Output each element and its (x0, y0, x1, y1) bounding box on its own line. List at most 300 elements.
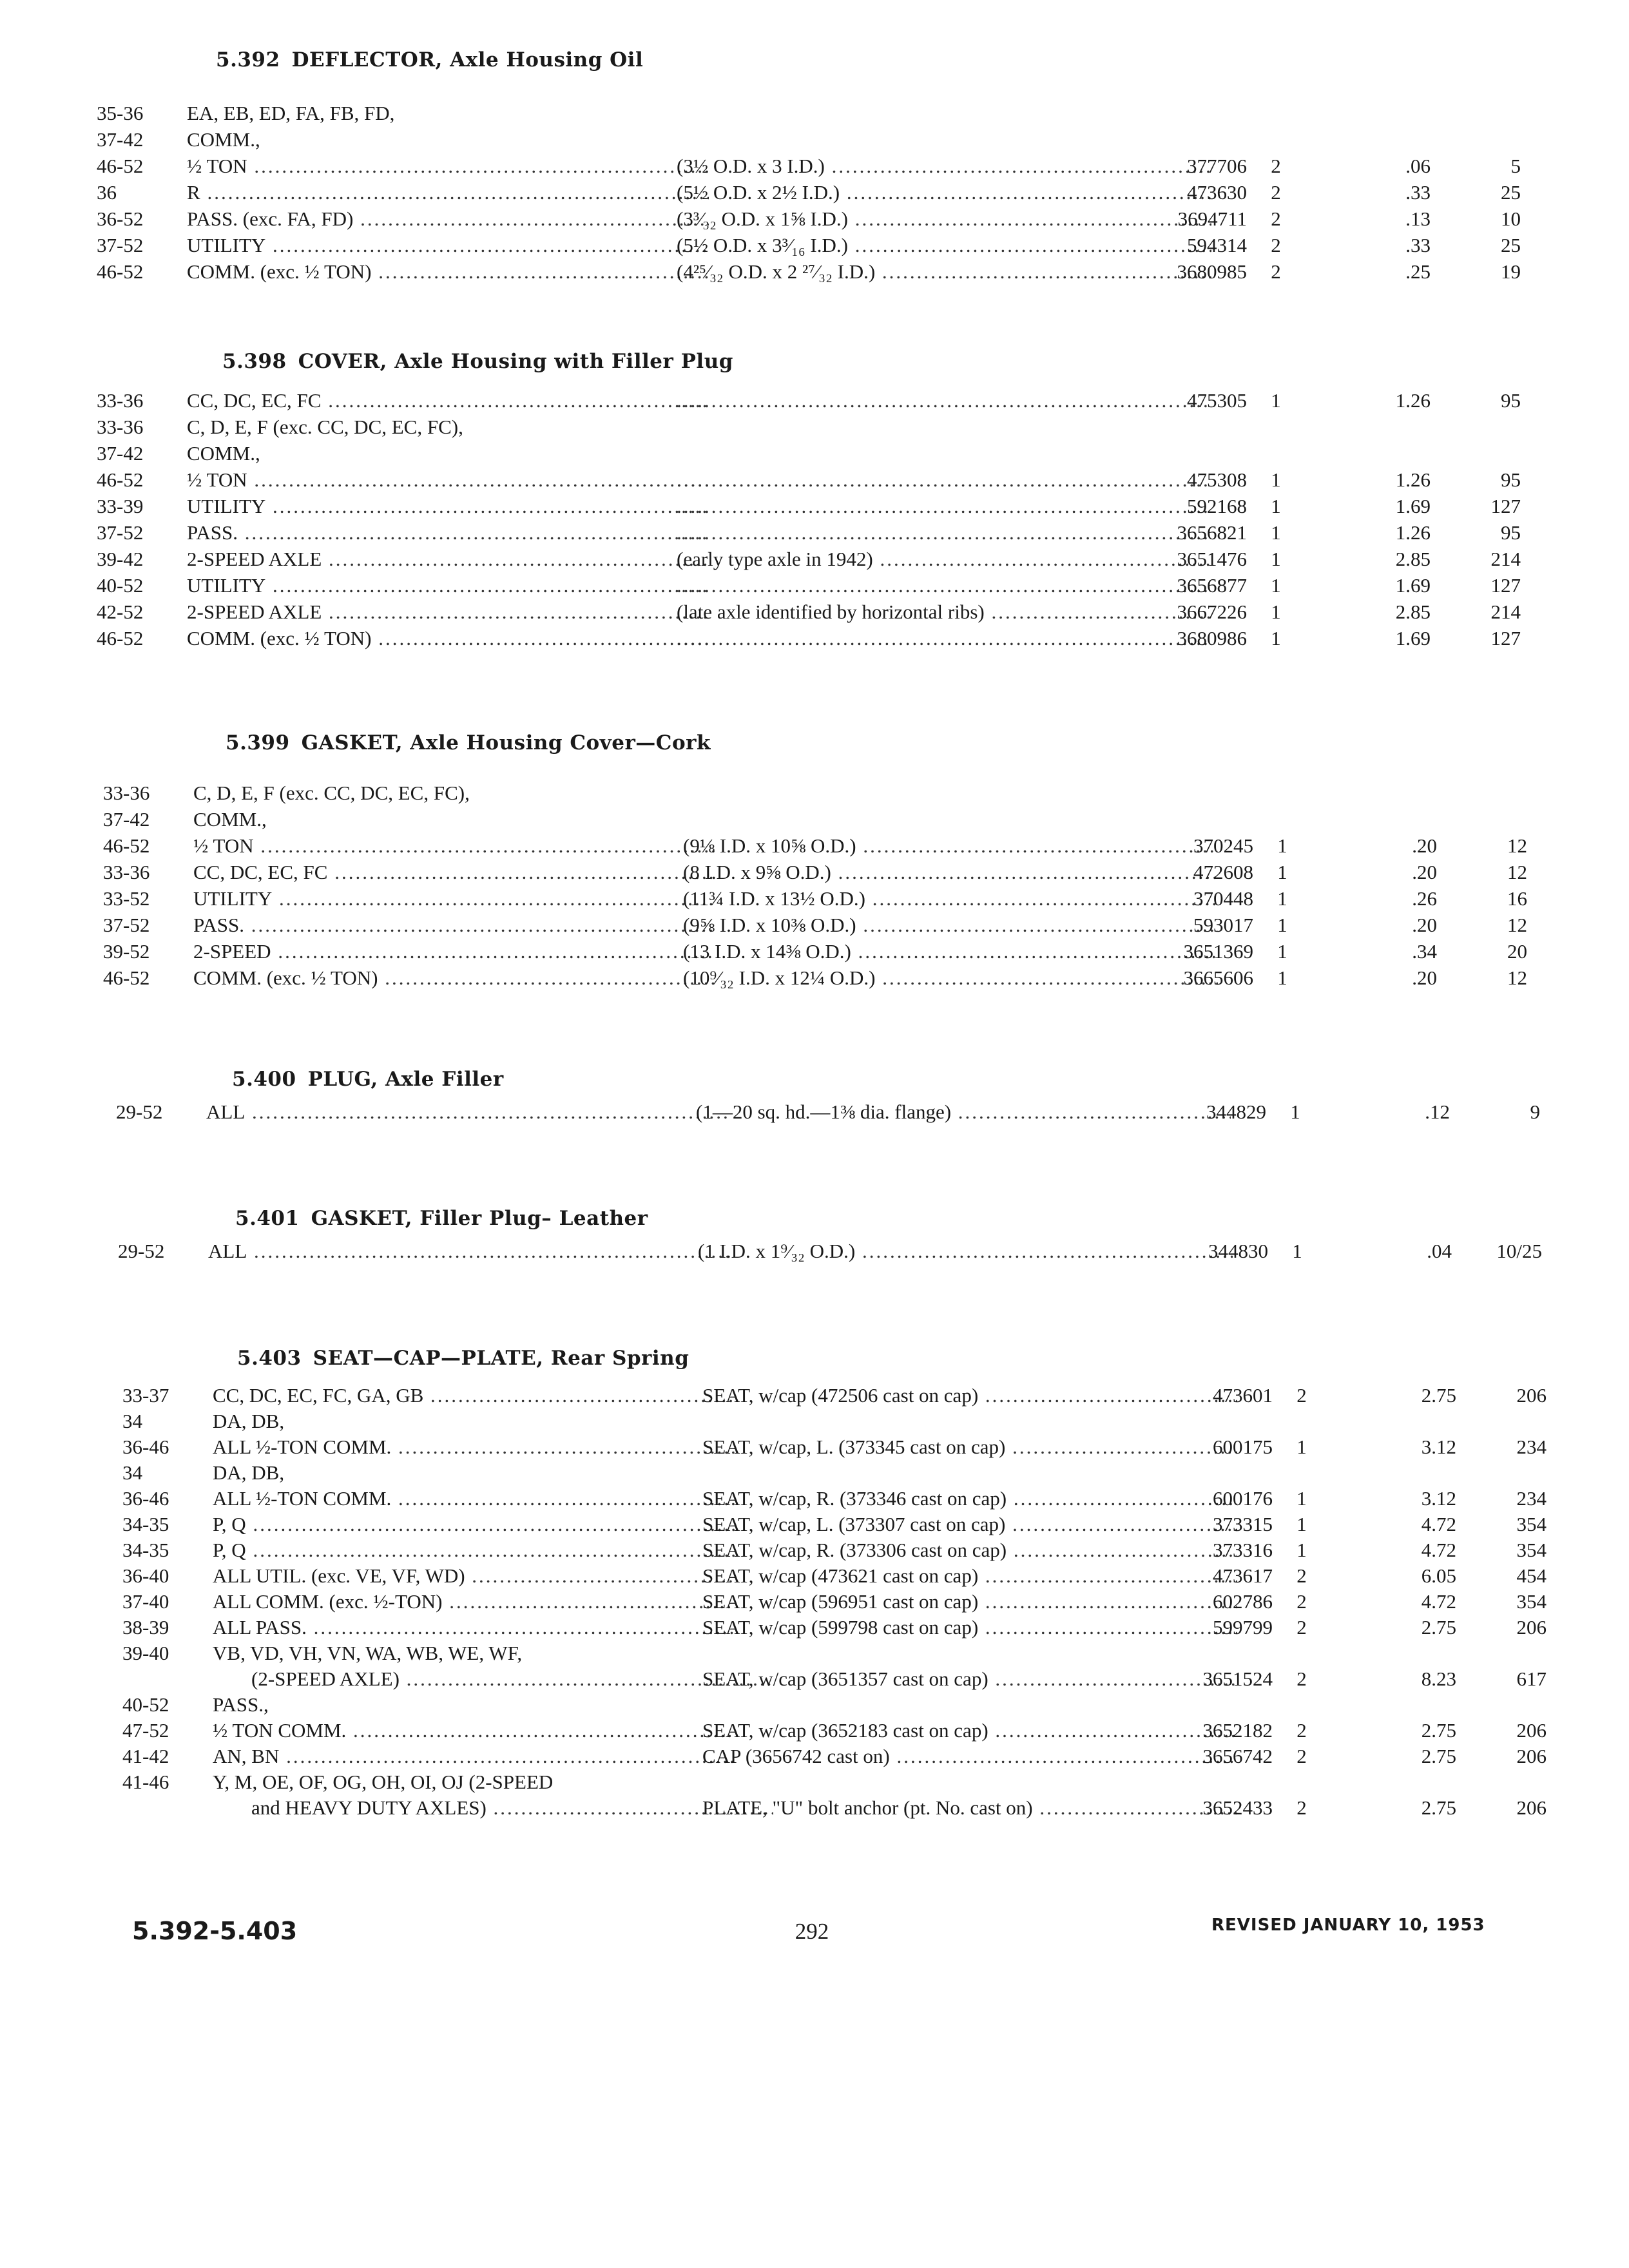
cell-model: ALL PASS. ..... (213, 1614, 735, 1641)
section-number: 5.400 (232, 1068, 296, 1091)
cell-price1: 3.12 (1421, 1436, 1456, 1458)
cell-years: 33-36 (97, 416, 144, 438)
cell-qty: 1 (1271, 468, 1281, 491)
cell-model: ALL ..... (208, 1238, 730, 1265)
section-title: COVER, Axle Housing with Filler Plug (298, 350, 733, 373)
cell-desc: (1—20 sq. hd.—1⅜ dia. flange) ..... (696, 1099, 1231, 1126)
cell-part: 473601 (1213, 1384, 1273, 1407)
table-row (122, 1794, 1547, 1821)
cell-part: 475308 (1187, 468, 1247, 491)
cell-part: 600175 (1213, 1436, 1273, 1458)
section-title: DEFLECTOR, Axle Housing Oil (291, 48, 644, 72)
cell-price2: 206 (1516, 1745, 1547, 1767)
cell-price2: 5 (1510, 155, 1521, 177)
table-row (122, 1614, 1547, 1641)
cell-part: 3665606 (1183, 966, 1253, 989)
cell-price2: 354 (1516, 1513, 1547, 1535)
cell-desc: SEAT, w/cap, R. (373306 cast on cap) ..... (702, 1537, 1237, 1564)
table-row (97, 232, 1521, 259)
cell-years: 39-52 (103, 940, 150, 963)
cell-price1: .20 (1412, 966, 1437, 989)
cell-model: UTILITY ..... (187, 232, 709, 259)
cell-qty: 1 (1296, 1436, 1307, 1458)
cell-years: 34 (122, 1410, 142, 1432)
table-row (122, 1408, 1521, 1435)
cell-model: (2-SPEED AXLE) ..... (213, 1666, 773, 1693)
cell-model: R ..... (187, 179, 709, 206)
cell-qty: 2 (1296, 1616, 1307, 1639)
cell-price1: 2.75 (1421, 1796, 1456, 1819)
cell-part: 3694711 (1177, 207, 1247, 230)
cell-years: 36 (97, 181, 117, 204)
table-row (122, 1459, 1521, 1486)
cell-part: 3680986 (1177, 627, 1247, 649)
cell-qty: 2 (1271, 260, 1281, 283)
cell-part: 592168 (1187, 495, 1247, 517)
cell-part: 3652433 (1202, 1796, 1273, 1819)
cell-qty: 1 (1277, 861, 1287, 883)
section-title: GASKET, Filler Plug– Leather (311, 1207, 648, 1230)
cell-years: 35-36 (97, 102, 144, 124)
cell-price2: 95 (1501, 468, 1521, 491)
cell-model: CC, DC, EC, FC ..... (187, 387, 709, 414)
cell-price1: .13 (1405, 207, 1431, 230)
cell-years: 29-52 (116, 1100, 163, 1123)
cell-qty: 2 (1296, 1796, 1307, 1819)
footer-revised-date: REVISED JANUARY 10, 1953 (1211, 1916, 1485, 1935)
footer-page-number: 292 (795, 1919, 829, 1944)
cell-qty: 2 (1271, 155, 1281, 177)
table-row (122, 1743, 1547, 1770)
cell-years: 33-37 (122, 1384, 169, 1407)
cell-price1: .33 (1405, 234, 1431, 256)
cell-part: 344829 (1206, 1100, 1266, 1123)
cell-price1: .26 (1412, 887, 1437, 910)
cell-price2: 20 (1507, 940, 1527, 963)
cell-price2: 206 (1516, 1616, 1547, 1639)
cell-price1: .20 (1412, 914, 1437, 936)
cell-model: COMM. (exc. ½ TON) ..... (193, 965, 715, 992)
cell-years: 36-52 (97, 207, 144, 230)
cell-model: COMM., (187, 128, 260, 151)
cell-desc: (13 I.D. x 14⅜ O.D.) ..... (683, 938, 1218, 965)
cell-years: 33-52 (103, 887, 150, 910)
cell-years: 40-52 (122, 1693, 169, 1716)
cell-price2: 16 (1507, 887, 1527, 910)
cell-price1: .20 (1412, 834, 1437, 857)
cell-part: 473630 (1187, 181, 1247, 204)
cell-desc: (1 I.D. x 1⁹⁄₃₂ O.D.) ..... (698, 1238, 1233, 1265)
cell-price1: 2.85 (1395, 548, 1431, 570)
cell-desc: PLATE, "U" bolt anchor (pt. No. cast on) ..... (702, 1794, 1237, 1821)
cell-price2: 206 (1516, 1719, 1547, 1742)
table-row (122, 1588, 1547, 1615)
table-row (122, 1666, 1547, 1693)
cell-years: 34-35 (122, 1513, 169, 1535)
cell-years: 34-35 (122, 1539, 169, 1561)
table-row (97, 572, 1521, 599)
table-row (122, 1537, 1547, 1564)
table-row (97, 153, 1521, 180)
cell-years: 37-42 (97, 442, 144, 465)
cell-price1: .06 (1405, 155, 1431, 177)
cell-part: 600176 (1213, 1487, 1273, 1510)
cell-desc: (4²⁵⁄₃₂ O.D. x 2 ²⁷⁄₃₂ I.D.) ..... (677, 258, 1211, 285)
cell-price1: .12 (1425, 1100, 1450, 1123)
cell-price2: 12 (1507, 914, 1527, 936)
cell-qty: 1 (1290, 1100, 1300, 1123)
cell-qty: 2 (1271, 181, 1281, 204)
cell-years: 36-46 (122, 1436, 169, 1458)
cell-price2: 127 (1490, 495, 1521, 517)
cell-years: 37-40 (122, 1590, 169, 1613)
table-row (122, 1691, 1521, 1718)
cell-desc: (3½ O.D. x 3 I.D.) ..... (677, 153, 1211, 180)
cell-model: PASS. ..... (187, 519, 709, 546)
cell-desc: (3³⁄₃₂ O.D. x 1⅝ I.D.) ..... (677, 206, 1211, 233)
cell-price1: 2.75 (1421, 1719, 1456, 1742)
cell-price2: 25 (1501, 234, 1521, 256)
cell-desc: (8 I.D. x 9⅝ O.D.) ..... (683, 859, 1218, 886)
cell-qty: 1 (1271, 495, 1281, 517)
cell-model: C, D, E, F (exc. CC, DC, EC, FC), (193, 782, 470, 804)
cell-price1: .33 (1405, 181, 1431, 204)
cell-price1: 1.69 (1395, 574, 1431, 597)
table-row (122, 1717, 1547, 1744)
cell-qty: 2 (1296, 1590, 1307, 1613)
cell-part: 3667226 (1177, 601, 1247, 623)
cell-model: COMM., (187, 442, 260, 465)
cell-qty: 2 (1296, 1745, 1307, 1767)
table-row (97, 625, 1521, 652)
table-row (103, 806, 1501, 833)
table-row (97, 100, 1495, 127)
cell-desc: SEAT, w/cap, R. (373346 cast on cap) ..... (702, 1485, 1237, 1512)
table-row (118, 1238, 1542, 1265)
cell-years: 37-42 (103, 808, 150, 831)
cell-desc: SEAT, w/cap (599798 cast on cap) ..... (702, 1614, 1237, 1641)
cell-years: 46-52 (97, 468, 144, 491)
cell-part: 594314 (1187, 234, 1247, 256)
table-row (103, 885, 1527, 912)
cell-price2: 10/25 (1496, 1240, 1542, 1262)
cell-model: PASS. ..... (193, 912, 715, 939)
cell-model: ALL UTIL. (exc. VE, VF, WD) ..... (213, 1562, 735, 1590)
cell-years: 37-52 (97, 521, 144, 544)
table-row (97, 258, 1521, 285)
section-heading (232, 1068, 504, 1091)
section-heading (226, 731, 711, 754)
cell-price1: 3.12 (1421, 1487, 1456, 1510)
cell-model: CC, DC, EC, FC ..... (193, 859, 715, 886)
cell-price2: 617 (1516, 1667, 1547, 1690)
cell-model: C, D, E, F (exc. CC, DC, EC, FC), (187, 416, 463, 438)
table-row (97, 546, 1521, 573)
cell-price2: 95 (1501, 521, 1521, 544)
cell-part: 3651476 (1177, 548, 1247, 570)
cell-model: PASS., (213, 1693, 269, 1716)
cell-desc: SEAT, w/cap (473621 cast on cap) ..... (702, 1562, 1237, 1590)
table-row (103, 832, 1527, 860)
cell-years: 33-39 (97, 495, 144, 517)
table-row (103, 938, 1527, 965)
cell-price1: .25 (1405, 260, 1431, 283)
section-number: 5.398 (222, 350, 287, 373)
cell-years: 42-52 (97, 601, 144, 623)
cell-price2: 10 (1501, 207, 1521, 230)
cell-model: ½ TON COMM. ..... (213, 1717, 735, 1744)
cell-years: 37-42 (97, 128, 144, 151)
cell-years: 33-36 (103, 782, 150, 804)
cell-part: 3656742 (1202, 1745, 1273, 1767)
cell-part: 599799 (1213, 1616, 1273, 1639)
cell-years: 41-42 (122, 1745, 169, 1767)
cell-part: 373315 (1213, 1513, 1273, 1535)
cell-model: P, Q ..... (213, 1537, 735, 1564)
cell-price2: 206 (1516, 1796, 1547, 1819)
cell-price1: 1.26 (1395, 389, 1431, 412)
cell-part: 344830 (1208, 1240, 1268, 1262)
cell-qty: 1 (1277, 834, 1287, 857)
table-row (122, 1769, 1521, 1796)
cell-qty: 1 (1277, 966, 1287, 989)
cell-price2: 354 (1516, 1539, 1547, 1561)
cell-model: ½ TON ..... (193, 832, 715, 860)
cell-price2: 12 (1507, 861, 1527, 883)
cell-price1: 1.26 (1395, 521, 1431, 544)
cell-desc: (10⁹⁄₃₂ I.D. x 12¼ O.D.) ..... (683, 965, 1218, 992)
table-row (122, 1640, 1521, 1667)
cell-model: COMM. (exc. ½ TON) ..... (187, 258, 709, 285)
cell-qty: 1 (1296, 1513, 1307, 1535)
section-number: 5.403 (237, 1347, 302, 1370)
section-number: 5.399 (226, 731, 290, 754)
cell-price1: 2.75 (1421, 1745, 1456, 1767)
table-row (122, 1434, 1547, 1461)
cell-part: 473617 (1213, 1564, 1273, 1587)
cell-part: 472608 (1193, 861, 1253, 883)
section-heading (222, 350, 733, 373)
cell-model: UTILITY ..... (193, 885, 715, 912)
cell-desc: (early type axle in 1942) ..... (677, 546, 1211, 573)
cell-years: 37-52 (97, 234, 144, 256)
cell-years: 34 (122, 1461, 142, 1484)
cell-model: 2-SPEED AXLE ..... (187, 599, 709, 626)
cell-price1: 4.72 (1421, 1513, 1456, 1535)
cell-part: 373316 (1213, 1539, 1273, 1561)
section-heading (216, 48, 643, 72)
cell-years: 33-36 (97, 389, 144, 412)
cell-qty: 1 (1296, 1539, 1307, 1561)
table-row (97, 126, 1495, 153)
cell-desc: (9⅝ I.D. x 10⅜ O.D.) ..... (683, 912, 1218, 939)
cell-model: ALL COMM. (exc. ½-TON) ..... (213, 1588, 735, 1615)
cell-years: 38-39 (122, 1616, 169, 1639)
cell-price2: 234 (1516, 1487, 1547, 1510)
table-row (97, 519, 1521, 546)
cell-price2: 214 (1490, 548, 1521, 570)
cell-price2: 19 (1501, 260, 1521, 283)
cell-price1: .04 (1427, 1240, 1452, 1262)
cell-qty: 2 (1296, 1564, 1307, 1587)
table-row (97, 179, 1521, 206)
cell-model: EA, EB, ED, FA, FB, FD, (187, 102, 395, 124)
cell-price1: 8.23 (1421, 1667, 1456, 1690)
cell-price1: .34 (1412, 940, 1437, 963)
cell-model: 2-SPEED ..... (193, 938, 715, 965)
section-number: 5.392 (216, 48, 280, 72)
table-row (103, 912, 1527, 939)
cell-desc: SEAT, w/cap (3651357 cast on cap) ..... (702, 1666, 1237, 1693)
cell-desc: CAP (3656742 cast on) ..... (702, 1743, 1237, 1770)
section-number: 5.401 (235, 1207, 300, 1230)
cell-desc: (5½ O.D. x 2½ I.D.) ..... (677, 179, 1211, 206)
cell-years: 46-52 (97, 627, 144, 649)
cell-model: CC, DC, EC, FC, GA, GB ..... (213, 1382, 735, 1409)
cell-part: 3651369 (1183, 940, 1253, 963)
cell-qty: 2 (1296, 1719, 1307, 1742)
cell-desc: (late axle identified by horizontal ribs) ..... (677, 599, 1211, 626)
cell-price2: 234 (1516, 1436, 1547, 1458)
cell-part: 3680985 (1177, 260, 1247, 283)
cell-qty: 1 (1271, 389, 1281, 412)
cell-model: DA, DB, (213, 1410, 285, 1432)
cell-part: 3656877 (1177, 574, 1247, 597)
cell-desc: SEAT, w/cap, L. (373307 cast on cap) ..... (702, 1511, 1237, 1538)
cell-price2: 454 (1516, 1564, 1547, 1587)
cell-years: 46-52 (103, 966, 150, 989)
section-heading (237, 1347, 689, 1370)
cell-model: PASS. (exc. FA, FD) ..... (187, 206, 709, 233)
cell-price1: .20 (1412, 861, 1437, 883)
table-row (122, 1562, 1547, 1590)
cell-desc: SEAT, w/cap (596951 cast on cap) ..... (702, 1588, 1237, 1615)
cell-desc: (9⅛ I.D. x 10⅝ O.D.) ..... (683, 832, 1218, 860)
cell-years: 46-52 (97, 260, 144, 283)
cell-desc: SEAT, w/cap, L. (373345 cast on cap) ..... (702, 1434, 1237, 1461)
cell-years: 40-52 (97, 574, 144, 597)
cell-price2: 214 (1490, 601, 1521, 623)
table-row (97, 387, 1521, 414)
cell-part: 3651524 (1202, 1667, 1273, 1690)
cell-price1: 4.72 (1421, 1539, 1456, 1561)
cell-years: 39-42 (97, 548, 144, 570)
cell-price2: 127 (1490, 627, 1521, 649)
cell-price2: 354 (1516, 1590, 1547, 1613)
cell-qty: 1 (1277, 887, 1287, 910)
section-heading (235, 1207, 648, 1230)
cell-model: COMM. (exc. ½ TON) ..... (187, 625, 709, 652)
section-title: PLUG, Axle Filler (307, 1068, 504, 1091)
cell-model: ALL ½-TON COMM. ..... (213, 1485, 735, 1512)
cell-model: P, Q ..... (213, 1511, 735, 1538)
cell-model: and HEAVY DUTY AXLES) ..... (213, 1794, 773, 1821)
cell-desc: SEAT, w/cap (3652183 cast on cap) ..... (702, 1717, 1237, 1744)
cell-model: ½ TON ..... (187, 466, 709, 494)
cell-price2: 206 (1516, 1384, 1547, 1407)
cell-price1: 4.72 (1421, 1590, 1456, 1613)
cell-qty: 1 (1271, 574, 1281, 597)
cell-part: 593017 (1193, 914, 1253, 936)
cell-model: ALL ½-TON COMM. ..... (213, 1434, 735, 1461)
cell-model: VB, VD, VH, VN, WA, WB, WE, WF, (213, 1642, 523, 1664)
cell-price1: 1.69 (1395, 627, 1431, 649)
cell-model: ALL ..... (206, 1099, 728, 1126)
section-title: GASKET, Axle Housing Cover—Cork (301, 731, 711, 754)
cell-years: 36-46 (122, 1487, 169, 1510)
cell-years: 46-52 (103, 834, 150, 857)
cell-qty: 2 (1296, 1667, 1307, 1690)
cell-price1: 1.26 (1395, 468, 1431, 491)
cell-price2: 127 (1490, 574, 1521, 597)
cell-qty: 2 (1271, 207, 1281, 230)
table-row (103, 859, 1527, 886)
table-row (122, 1485, 1547, 1512)
table-row (97, 466, 1521, 494)
cell-qty: 1 (1277, 914, 1287, 936)
cell-years: 41-46 (122, 1771, 169, 1793)
cell-qty: 1 (1277, 940, 1287, 963)
cell-model: 2-SPEED AXLE ..... (187, 546, 709, 573)
cell-part: 475305 (1187, 389, 1247, 412)
cell-part: 370245 (1193, 834, 1253, 857)
table-row (122, 1382, 1547, 1409)
cell-qty: 2 (1271, 234, 1281, 256)
cell-desc: SEAT, w/cap (472506 cast on cap) ..... (702, 1382, 1237, 1409)
cell-price2: 25 (1501, 181, 1521, 204)
table-row (97, 493, 1521, 520)
cell-part: 602786 (1213, 1590, 1273, 1613)
cell-years: 33-36 (103, 861, 150, 883)
cell-price2: 9 (1530, 1100, 1540, 1123)
cell-price2: 12 (1507, 834, 1527, 857)
table-row (97, 206, 1521, 233)
table-row (122, 1511, 1547, 1538)
cell-model: DA, DB, (213, 1461, 285, 1484)
cell-desc: (5½ O.D. x 3³⁄₁₆ I.D.) ..... (677, 232, 1211, 259)
cell-price2: 95 (1501, 389, 1521, 412)
cell-qty: 2 (1296, 1384, 1307, 1407)
cell-desc: (11¾ I.D. x 13½ O.D.) ..... (683, 885, 1218, 912)
cell-years: 39-40 (122, 1642, 169, 1664)
cell-qty: 1 (1271, 521, 1281, 544)
cell-model: UTILITY ..... (187, 572, 709, 599)
table-row (97, 440, 1495, 467)
table-row (116, 1099, 1540, 1126)
cell-qty: 1 (1271, 601, 1281, 623)
cell-years: 37-52 (103, 914, 150, 936)
cell-model: ½ TON ..... (187, 153, 709, 180)
cell-model: UTILITY ..... (187, 493, 709, 520)
cell-price2: 12 (1507, 966, 1527, 989)
cell-years: 46-52 (97, 155, 144, 177)
table-row (97, 414, 1495, 441)
cell-model: AN, BN ..... (213, 1743, 735, 1770)
cell-part: 370448 (1193, 887, 1253, 910)
table-row (103, 780, 1501, 807)
cell-qty: 1 (1292, 1240, 1302, 1262)
cell-price1: 2.85 (1395, 601, 1431, 623)
cell-price1: 2.75 (1421, 1384, 1456, 1407)
cell-model: Y, M, OE, OF, OG, OH, OI, OJ (2-SPEED (213, 1771, 554, 1793)
cell-qty: 1 (1296, 1487, 1307, 1510)
cell-price1: 6.05 (1421, 1564, 1456, 1587)
cell-qty: 1 (1271, 627, 1281, 649)
table-row (97, 599, 1521, 626)
cell-qty: 1 (1271, 548, 1281, 570)
cell-years: 36-40 (122, 1564, 169, 1587)
cell-part: 3656821 (1177, 521, 1247, 544)
